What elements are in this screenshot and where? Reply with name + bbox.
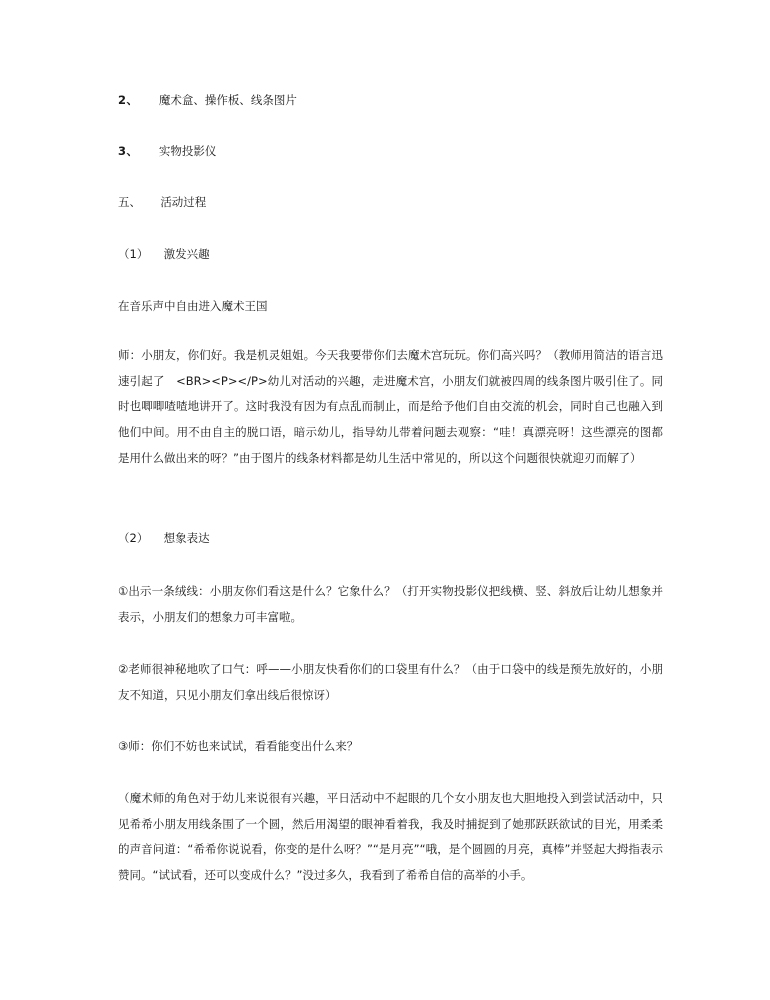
teacher-paragraph: 师：小朋友，你们好。我是机灵姐姐。今天我要带你们去魔术宫玩玩。你们高兴吗？（教师用简洁的语言迅速引起了 <BR><P></P>幼儿对活动的兴趣，走进魔术宫，小朋友们就被四周的线条图片吸引住了。同时也唧唧喳喳地讲开了。这时我没有因为有点乱而制止，而是给予他们自由交流的机会，同时自己也融入到他们中间。用不由自主的脱口语，暗示幼儿，指导幼儿带着问题去观察：“哇！真漂亮呀！这些漂亮的图都是用什么做出来的呀？”由于图片的线条材料都是幼儿生活中常见的，所以这个问题很快就迎刃而解了） [118,348,663,465]
section-heading-5 [118,197,206,209]
activity-item-3: ③师：你们不妨也来试试，看看能变出什么来？ [118,739,359,753]
material-text: 魔术盒、操作板、线条图片 [158,93,297,107]
material-number: 2、 [118,93,139,107]
step-title: 想象表达 [163,531,210,545]
step-heading-1 [118,249,210,261]
material-text: 实物投影仪 [158,144,217,158]
material-item-3 [118,146,216,158]
material-number: 3、 [118,144,139,158]
step-number: （1） [118,247,149,261]
step-number: （2） [118,531,149,545]
activity-item-2: ②老师很神秘地吹了口气：呼——小朋友快看你们的口袋里有什么？（由于口袋中的线是预先放好的，小朋友不知道，只见小朋友们拿出线后很惊讶） [118,662,663,702]
activity-item-1: ①出示一条绒线：小朋友你们看这是什么？它象什么？（打开实物投影仪把线横、竖、斜放后让幼儿想象并表示，小朋友们的想象力可丰富啦。 [118,584,663,624]
material-item-2 [118,95,297,107]
intro-text: 在音乐声中自由进入魔术王国 [118,299,268,313]
step-heading-2 [118,533,210,545]
section-title: 活动过程 [160,195,207,209]
section-number: 五、 [118,195,141,209]
reflection-paragraph: （魔术师的角色对于幼儿来说很有兴趣，平日活动中不起眼的几个女小朋友也大胆地投入到尝试活动中，只见希希小朋友用线条围了一个圆，然后用渴望的眼神看着我，我及时捕捉到了她那跃跃欲试的目光，用柔柔的声音问道：“希希你说说看，你变的是什么呀？”“是月亮”“哦，是个圆圆的月亮，真棒”并竖起大拇指表示赞同。“试试看，还可以变成什么？”没过多久，我看到了希希自信的高举的小手。 [118,791,663,883]
step-title: 激发兴趣 [163,247,210,261]
